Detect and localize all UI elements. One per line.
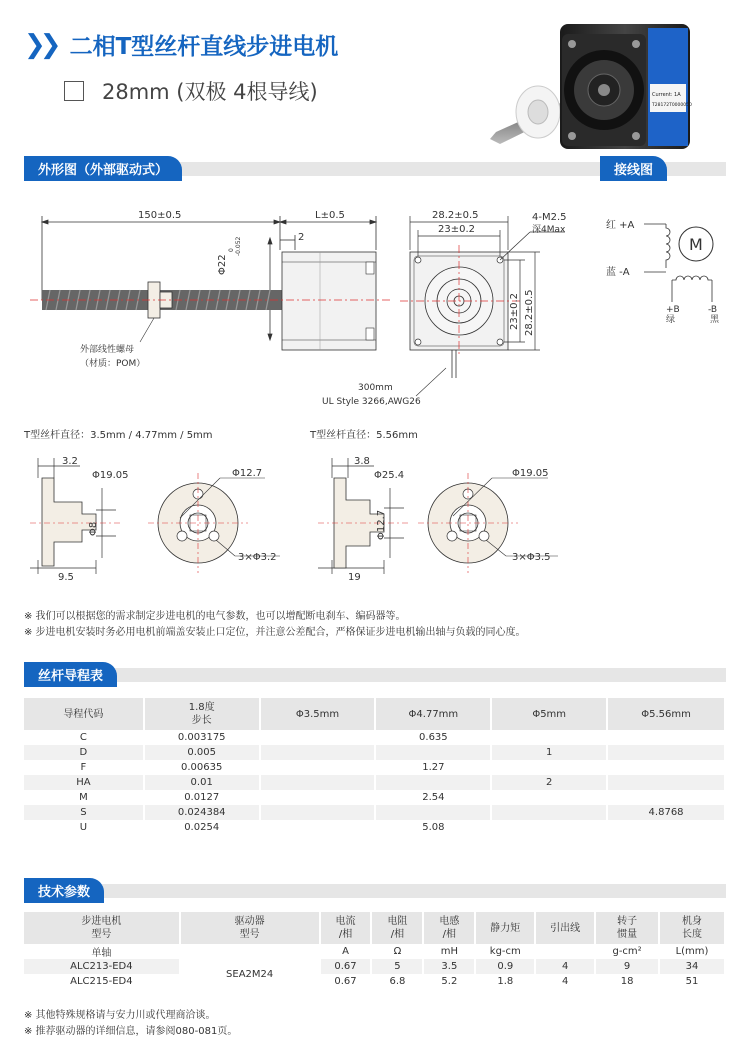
table-cell: 6.8 — [371, 974, 423, 989]
dim-phi22: Φ22 — [217, 254, 228, 275]
table-cell: 9 — [595, 959, 659, 974]
table-cell: 1 — [491, 745, 607, 760]
table-cell — [491, 760, 607, 775]
screw-spec: 4-M2.5 — [532, 212, 567, 223]
table-cell: 4.8768 — [607, 805, 725, 820]
table-row — [24, 730, 725, 745]
table-cell — [491, 730, 607, 745]
table-cell: 3.5 — [423, 959, 475, 974]
table-cell: 0.00635 — [144, 760, 260, 775]
nut-r-19: 19 — [348, 572, 361, 583]
dim-vert-282: 28.2±0.5 — [524, 289, 535, 336]
table-cell — [260, 805, 376, 820]
table-cell — [260, 745, 376, 760]
wire-green: 绿 — [666, 315, 676, 325]
dim-phi22-tol-lower: -0.052 — [235, 236, 242, 256]
tech-header-inductance: 电感 /相 — [423, 912, 475, 944]
table-cell: kg-cm — [475, 944, 535, 959]
table-cell — [260, 775, 376, 790]
table-row — [24, 974, 725, 989]
table-cell — [260, 790, 376, 805]
table-cell: 0.0254 — [144, 820, 260, 835]
table-cell: 51 — [659, 974, 725, 989]
table-cell: 34 — [659, 959, 725, 974]
lead-table — [24, 698, 726, 835]
dim-150: 150±0.5 — [138, 210, 182, 221]
nut-drawing-left — [20, 448, 300, 583]
table-cell: 0.9 — [475, 959, 535, 974]
table-cell — [260, 730, 376, 745]
nut-l-3x32: 3×Φ3.2 — [238, 552, 277, 563]
page-subtitle: 28mm (双极 4根导线) — [102, 80, 318, 104]
table-cell: 单轴 — [24, 944, 180, 959]
table-cell — [375, 805, 491, 820]
nut-material-label: （材质：POM） — [80, 359, 146, 369]
wire-red-label: 红 +A — [606, 220, 635, 231]
wiring-diagram — [600, 200, 740, 330]
table-cell — [260, 760, 376, 775]
table-row — [24, 745, 725, 760]
table-cell: 0.024384 — [144, 805, 260, 820]
table-cell: 4 — [535, 959, 595, 974]
dim-23: 23±0.2 — [438, 224, 476, 235]
note-bottom-2: ※ 推荐驱动器的详细信息，请参阅080-081页。 — [24, 1026, 238, 1037]
table-row — [24, 944, 725, 959]
table-cell: F — [24, 760, 144, 775]
wire-plus-b: +B — [666, 305, 680, 315]
table-row — [24, 760, 725, 775]
table-cell: 0.01 — [144, 775, 260, 790]
tech-header-driver: 驱动器 型号 — [180, 912, 320, 944]
tech-header-inertia: 转子 惯量 — [595, 912, 659, 944]
table-cell: SEA2M24 — [180, 959, 320, 989]
nut-r-1905: Φ19.05 — [512, 468, 549, 479]
table-cell — [491, 790, 607, 805]
table-cell: U — [24, 820, 144, 835]
table-cell — [607, 745, 725, 760]
section-bar-lead — [24, 668, 726, 682]
dim-phi22-tol-upper: 0 — [228, 248, 235, 252]
table-cell: 1.27 — [375, 760, 491, 775]
wire-minus-b: -B — [708, 305, 718, 315]
table-cell: 0.003175 — [144, 730, 260, 745]
table-cell: g-cm² — [595, 944, 659, 959]
wire-blue-label: 蓝 -A — [606, 267, 630, 278]
dim-282: 28.2±0.5 — [432, 210, 479, 221]
table-cell — [607, 820, 725, 835]
table-cell — [607, 760, 725, 775]
section-label-outline: 外形图（外部驱动式） — [24, 156, 182, 181]
lead-header-code: 导程代码 — [24, 698, 144, 730]
cable-length: 300mm — [358, 383, 393, 393]
table-cell: 0.67 — [320, 974, 372, 989]
table-row — [24, 790, 725, 805]
table-cell — [491, 820, 607, 835]
table-cell: S — [24, 805, 144, 820]
nut-l-127: Φ12.7 — [232, 468, 263, 479]
lead-header-5: Φ5mm — [491, 698, 607, 730]
tech-header-motor: 步进电机 型号 — [24, 912, 180, 944]
motor-product-image — [480, 4, 742, 154]
table-cell: 5.2 — [423, 974, 475, 989]
tech-header-length: 机身 长度 — [659, 912, 725, 944]
tech-table — [24, 912, 726, 989]
table-row — [24, 820, 725, 835]
nut-l-95: 9.5 — [58, 572, 74, 583]
table-cell — [607, 730, 725, 745]
table-cell: 0.635 — [375, 730, 491, 745]
double-chevron-icon: ❯❯ — [24, 29, 56, 60]
tech-header-resistance: 电阻 /相 — [371, 912, 423, 944]
title-row — [24, 28, 338, 61]
table-cell: D — [24, 745, 144, 760]
nut-l-1905: Φ19.05 — [92, 470, 129, 481]
motor-label-current: Current: 1A — [652, 92, 681, 98]
section-label-tech: 技术参数 — [24, 878, 104, 903]
nut-r-127: Φ12.7 — [376, 509, 387, 540]
nut-r-254: Φ25.4 — [374, 470, 405, 481]
table-cell: 2 — [491, 775, 607, 790]
cable-spec: UL Style 3266,AWG26 — [322, 397, 421, 407]
dia-note-right: T型丝杆直径：5.56mm — [310, 430, 418, 441]
dia-note-left: T型丝杆直径：3.5mm / 4.77mm / 5mm — [24, 430, 213, 441]
outline-drawing — [20, 200, 600, 420]
table-cell — [375, 775, 491, 790]
tech-header-current: 电流 /相 — [320, 912, 372, 944]
section-label-wiring: 接线图 — [600, 156, 667, 181]
table-cell: Ω — [371, 944, 423, 959]
dim-vert-23: 23±0.2 — [509, 292, 520, 330]
table-cell: 0.005 — [144, 745, 260, 760]
tech-header-leads: 引出线 — [535, 912, 595, 944]
note-top-2: ※ 步进电机安装时务必用电机前端盖安装止口定位，并注意公差配合，严格保证步进电机输出轴与负载的同心度。 — [24, 627, 526, 638]
table-cell — [260, 820, 376, 835]
table-cell: mH — [423, 944, 475, 959]
lead-header-step: 1.8度 步长 — [144, 698, 260, 730]
nut-drawing-right — [308, 448, 588, 583]
checkbox-icon — [64, 81, 84, 101]
page-title: 二相T型丝杆直线步进电机 — [69, 34, 339, 60]
table-cell: C — [24, 730, 144, 745]
table-cell — [535, 944, 595, 959]
dim-L: L±0.5 — [315, 210, 345, 221]
table-cell: L(mm) — [659, 944, 725, 959]
table-cell: 4 — [535, 974, 595, 989]
table-cell: A — [320, 944, 372, 959]
motor-symbol: M — [689, 235, 703, 254]
motor-label-serial: T28172T0000050 — [652, 103, 692, 108]
table-cell — [375, 745, 491, 760]
nut-r-3x35: 3×Φ3.5 — [512, 552, 551, 563]
table-row — [24, 775, 725, 790]
nut-label: 外部线性螺母 — [80, 345, 135, 355]
table-cell: 5 — [371, 959, 423, 974]
table-cell — [607, 790, 725, 805]
table-cell: 1.8 — [475, 974, 535, 989]
nut-r-38: 3.8 — [354, 456, 370, 467]
table-cell: ALC213-ED4 — [24, 959, 180, 974]
subtitle-row — [64, 76, 318, 106]
table-cell: ALC215-ED4 — [24, 974, 180, 989]
lead-header-556: Φ5.56mm — [607, 698, 725, 730]
screw-depth: 深4Max — [532, 225, 566, 235]
tech-header-torque: 静力矩 — [475, 912, 535, 944]
section-bar-tech — [24, 884, 726, 898]
table-cell: 18 — [595, 974, 659, 989]
table-cell: 0.67 — [320, 959, 372, 974]
table-cell: 5.08 — [375, 820, 491, 835]
table-cell — [607, 775, 725, 790]
table-cell: M — [24, 790, 144, 805]
table-cell: 0.0127 — [144, 790, 260, 805]
wire-black: 黑 — [710, 315, 720, 325]
table-cell: HA — [24, 775, 144, 790]
note-bottom-1: ※ 其他特殊规格请与安力川或代理商洽谈。 — [24, 1010, 216, 1021]
table-row — [24, 959, 725, 974]
nut-l-8: Φ8 — [88, 521, 99, 536]
table-cell — [180, 944, 320, 959]
section-label-lead: 丝杆导程表 — [24, 662, 117, 687]
table-cell: 2.54 — [375, 790, 491, 805]
dim-2: 2 — [298, 232, 305, 243]
table-cell — [491, 805, 607, 820]
lead-header-477: Φ4.77mm — [375, 698, 491, 730]
table-row — [24, 805, 725, 820]
note-top-1: ※ 我们可以根据您的需求制定步进电机的电气参数，也可以增配断电刹车、编码器等。 — [24, 611, 406, 622]
lead-header-35: Φ3.5mm — [260, 698, 376, 730]
nut-l-32: 3.2 — [62, 456, 78, 467]
